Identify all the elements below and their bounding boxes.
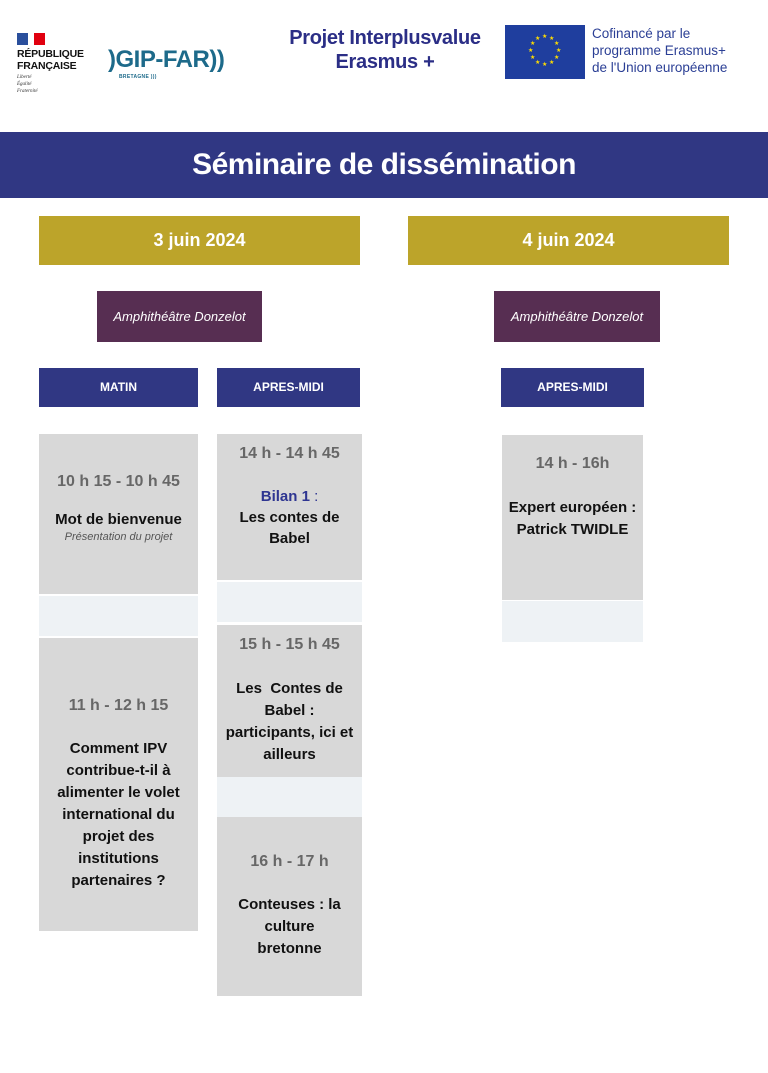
session-title: Les contes de Babel	[239, 509, 340, 547]
session-card	[217, 817, 362, 996]
break-spacer	[217, 582, 362, 622]
project-title-line2: Erasmus +	[335, 51, 435, 73]
eu-line2: programme Erasmus+	[592, 43, 726, 58]
eu-line1: Cofinancé par le	[592, 26, 691, 41]
session-time: 16 h - 17 h	[250, 853, 329, 870]
project-title	[272, 26, 498, 74]
session-title: Expert européen : Patrick TWIDLE	[508, 499, 637, 538]
rf-name-line1: RÉPUBLIQUE	[17, 48, 84, 60]
eu-line3: de l'Union européenne	[592, 60, 728, 75]
session-title: Conteuses : la culture bretonne	[238, 896, 341, 957]
motto-line: Fraternité	[17, 89, 38, 94]
session-card	[502, 435, 643, 600]
day-header-june-3: 3 juin 2024	[39, 216, 360, 265]
rf-motto	[17, 74, 38, 95]
session-accent: Bilan 1	[260, 488, 310, 505]
session-accent-line	[261, 486, 319, 507]
motto-line: Égalité	[17, 82, 32, 87]
session-time: 11 h - 12 h 15	[68, 697, 169, 714]
session-title: Les Contes de Babel : participants, ici et ailleurs	[225, 680, 358, 763]
session-time: 15 h - 15 h 45	[239, 636, 340, 653]
session-card	[39, 434, 198, 594]
session-title: Mot de bienvenue	[55, 511, 182, 528]
period-header-apres-midi-june-4: APRES-MIDI	[501, 368, 644, 407]
session-subtitle: Présentation du projet	[64, 531, 173, 543]
page-title: Séminaire de dissémination	[0, 132, 768, 198]
session-card	[217, 434, 362, 580]
rf-name-line2: FRANÇAISE	[17, 60, 77, 72]
period-header-matin: MATIN	[39, 368, 198, 407]
venue-june-4: Amphithéâtre Donzelot	[494, 291, 660, 342]
day-header-june-4: 4 juin 2024	[408, 216, 729, 265]
gip-far-subtitle: BRETAGNE )))	[119, 74, 157, 80]
break-spacer	[39, 596, 198, 636]
accent-suffix: :	[309, 488, 319, 505]
republique-francaise-flag-icon	[17, 33, 45, 45]
break-spacer	[217, 777, 362, 817]
eu-flag-icon: ★ ★ ★ ★ ★ ★ ★ ★ ★ ★ ★ ★	[505, 25, 585, 79]
session-title: Comment IPV contribue-t-il à alimenter le volet international du projet des institutions partenaires ?	[57, 740, 180, 889]
venue-june-3: Amphithéâtre Donzelot	[97, 291, 262, 342]
session-card	[39, 638, 198, 931]
session-card	[217, 625, 362, 777]
break-spacer	[502, 601, 643, 642]
session-time: 10 h 15 - 10 h 45	[57, 473, 180, 490]
period-header-apres-midi-june-3: APRES-MIDI	[217, 368, 360, 407]
eu-cofunding-text	[592, 25, 727, 76]
gip-far-logo: )GIP-FAR))	[108, 46, 225, 73]
session-time: 14 h - 16h	[535, 455, 610, 472]
motto-line: Liberté	[17, 75, 32, 80]
project-title-line1: Projet Interplusvalue	[289, 27, 481, 49]
republique-francaise-logo	[17, 48, 84, 72]
session-time: 14 h - 14 h 45	[239, 445, 340, 462]
